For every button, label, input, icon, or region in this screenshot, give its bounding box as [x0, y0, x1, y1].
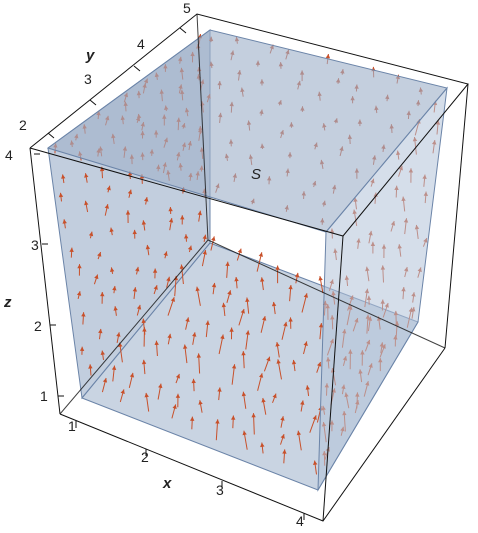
x-tick-label: 3: [216, 482, 224, 498]
y-tick-label: 4: [137, 36, 145, 52]
y-tick-label: 2: [19, 117, 27, 133]
vector-arrow-head: [259, 252, 263, 257]
x-tick-label: 1: [68, 418, 76, 434]
x-tick-label: 4: [296, 513, 304, 529]
z-axis: [3, 147, 48, 404]
z-tick-label: 3: [31, 237, 39, 253]
y-tick-label: 3: [84, 71, 92, 87]
y-axis-label: y: [86, 47, 95, 64]
x-axis-label: x: [163, 475, 172, 492]
z-tick-label: 4: [5, 147, 13, 163]
z-tick-label: 1: [40, 388, 48, 404]
y-tick-label: 5: [183, 0, 191, 16]
vector-arrow-head: [319, 276, 323, 281]
z-tick-label: 2: [34, 318, 42, 334]
z-axis-label: z: [4, 294, 12, 311]
surface-label: S: [251, 166, 262, 183]
x-tick-label: 2: [141, 449, 149, 465]
vector-arrow-head: [211, 236, 215, 241]
